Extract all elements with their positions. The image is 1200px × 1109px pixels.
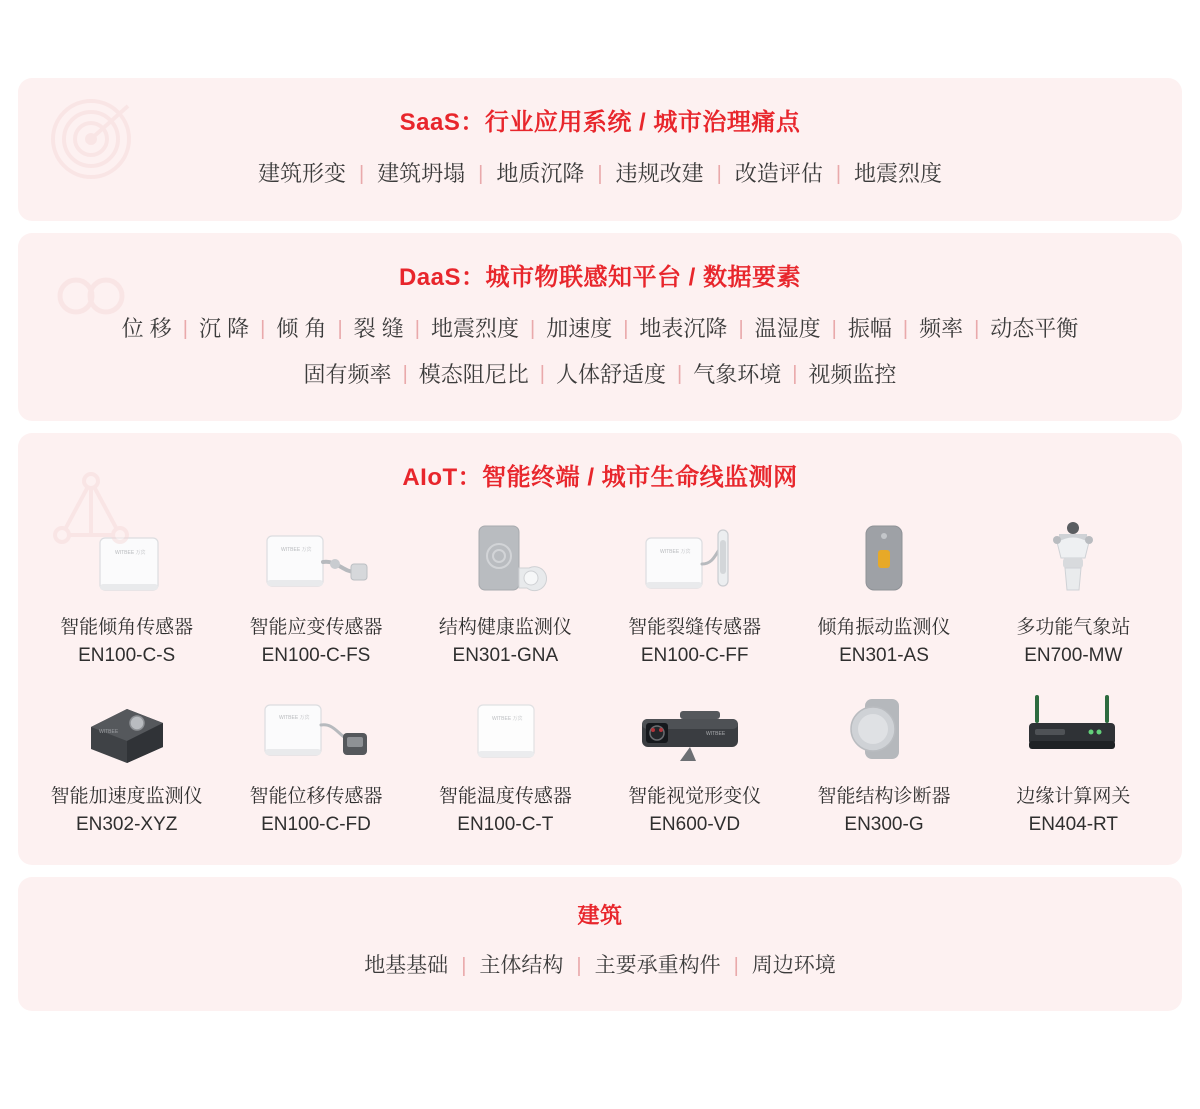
device-card[interactable] bbox=[979, 512, 1168, 677]
aiot-title-main: 智能终端 / 城市生命线监测网 bbox=[482, 464, 798, 492]
device-name: 智能视觉形变仪 bbox=[628, 786, 762, 808]
device-model: EN100-C-T bbox=[457, 814, 554, 836]
tag-item[interactable]: 地表沉降 bbox=[639, 315, 728, 341]
building-tag-row bbox=[18, 936, 1182, 1012]
tag-separator: | bbox=[337, 317, 343, 340]
tag-separator: | bbox=[461, 954, 467, 977]
tag-item[interactable]: 位 移 bbox=[121, 315, 172, 341]
device-card[interactable] bbox=[600, 512, 789, 677]
tag-separator: | bbox=[792, 363, 798, 386]
tag-item[interactable]: 裂 缝 bbox=[353, 315, 404, 341]
panel-with-tube-sensor-icon bbox=[610, 516, 780, 608]
tag-item[interactable]: 动态平衡 bbox=[990, 315, 1079, 341]
tag-separator: | bbox=[576, 954, 582, 977]
aiot-layer-card bbox=[18, 433, 1182, 864]
dark-metal-box-icon bbox=[42, 685, 212, 777]
tag-item[interactable]: 建筑形变 bbox=[257, 161, 346, 186]
panel-with-cable-unit-icon bbox=[231, 685, 401, 777]
device-grid bbox=[18, 498, 1182, 850]
aiot-title-prefix: AIoT： bbox=[402, 464, 483, 492]
daas-tag-row-1 bbox=[18, 298, 1182, 350]
device-card[interactable] bbox=[221, 512, 410, 677]
panel-with-arm-sensor-icon bbox=[231, 516, 401, 608]
daas-title-main: 城市物联感知平台 / 数据要素 bbox=[485, 263, 802, 291]
device-card[interactable] bbox=[411, 512, 600, 677]
tag-separator: | bbox=[597, 162, 603, 185]
device-name: 结构健康监测仪 bbox=[438, 617, 572, 639]
tag-separator: | bbox=[539, 363, 545, 386]
tag-item[interactable]: 主要承重构件 bbox=[594, 953, 721, 977]
device-name: 智能位移传感器 bbox=[249, 786, 383, 808]
device-card[interactable] bbox=[600, 681, 789, 846]
tag-item[interactable]: 气象环境 bbox=[693, 361, 782, 387]
saas-title-main: 行业应用系统 / 城市治理痛点 bbox=[484, 109, 801, 136]
tag-separator: | bbox=[402, 363, 408, 386]
device-model: EN404-RT bbox=[1028, 814, 1119, 836]
device-model: EN300-G bbox=[844, 814, 924, 836]
tag-separator: | bbox=[677, 363, 683, 386]
weather-station-icon bbox=[988, 516, 1158, 608]
device-card[interactable] bbox=[789, 512, 978, 677]
daas-title bbox=[18, 233, 1182, 298]
tag-item[interactable]: 振幅 bbox=[847, 315, 892, 341]
tag-item[interactable]: 频率 bbox=[919, 315, 964, 341]
tag-item[interactable]: 温湿度 bbox=[754, 315, 821, 341]
device-model: EN600-VD bbox=[649, 814, 741, 836]
device-model: EN100-C-FD bbox=[261, 814, 371, 836]
device-name: 智能应变传感器 bbox=[249, 617, 383, 639]
device-model: EN302-XYZ bbox=[75, 814, 178, 836]
tag-separator: | bbox=[831, 317, 837, 340]
device-name: 倾角振动监测仪 bbox=[817, 617, 951, 639]
svg-text:WITBEE: WITBEE bbox=[705, 731, 725, 738]
aiot-title bbox=[18, 433, 1182, 498]
square-panel-sensor-icon bbox=[42, 516, 212, 608]
tag-separator: | bbox=[738, 317, 744, 340]
svg-text:WITBEE 万宾: WITBEE 万宾 bbox=[114, 550, 146, 557]
device-card[interactable] bbox=[411, 681, 600, 846]
tag-item[interactable]: 视频监控 bbox=[808, 361, 897, 387]
tag-separator: | bbox=[716, 162, 722, 185]
device-model: EN301-AS bbox=[839, 644, 929, 666]
device-model: EN100-C-FF bbox=[640, 644, 749, 666]
building-layer-card bbox=[18, 877, 1182, 1012]
tag-item[interactable]: 加速度 bbox=[546, 315, 613, 341]
device-name: 智能结构诊断器 bbox=[817, 786, 951, 808]
daas-tag-row-2 bbox=[18, 350, 1182, 422]
tag-separator: | bbox=[260, 317, 266, 340]
daas-layer-card bbox=[18, 233, 1182, 422]
round-dial-module-icon bbox=[799, 685, 969, 777]
tag-item[interactable]: 建筑坍塌 bbox=[377, 161, 466, 186]
device-model: EN100-C-FS bbox=[261, 644, 371, 666]
tag-item[interactable]: 固有频率 bbox=[303, 361, 392, 387]
device-name: 智能加速度监测仪 bbox=[50, 786, 203, 808]
svg-text:WITBEE 万宾: WITBEE 万宾 bbox=[280, 547, 312, 554]
tag-item[interactable]: 倾 角 bbox=[276, 315, 327, 341]
tag-separator: | bbox=[530, 317, 536, 340]
device-name: 智能倾角传感器 bbox=[60, 617, 194, 639]
saas-tag-row bbox=[18, 143, 1182, 221]
tag-separator: | bbox=[358, 162, 365, 185]
tag-item[interactable]: 地震烈度 bbox=[854, 161, 943, 186]
device-card[interactable] bbox=[789, 681, 978, 846]
device-name: 智能裂缝传感器 bbox=[628, 617, 762, 639]
svg-text:WITBEE 万宾: WITBEE 万宾 bbox=[492, 716, 523, 723]
device-card[interactable] bbox=[32, 512, 221, 677]
device-card[interactable] bbox=[221, 681, 410, 846]
tag-item[interactable]: 模态阻尼比 bbox=[418, 361, 529, 387]
device-model: EN100-C-S bbox=[78, 644, 176, 666]
saas-title-prefix: SaaS： bbox=[399, 109, 485, 136]
building-title bbox=[18, 877, 1182, 936]
tag-item[interactable]: 地震烈度 bbox=[430, 315, 519, 341]
device-card[interactable] bbox=[32, 681, 221, 846]
tag-separator: | bbox=[182, 317, 188, 340]
tag-item[interactable]: 周边环境 bbox=[751, 953, 836, 977]
building-title-main: 建筑 bbox=[577, 902, 623, 928]
tag-separator: | bbox=[974, 317, 980, 340]
svg-text:WITBEE: WITBEE bbox=[98, 729, 118, 736]
saas-title bbox=[18, 78, 1182, 143]
tag-item[interactable]: 地基基础 bbox=[364, 953, 449, 977]
daas-title-prefix: DaaS： bbox=[398, 263, 486, 291]
tag-separator: | bbox=[835, 162, 842, 185]
tag-item[interactable]: 人体舒适度 bbox=[555, 361, 666, 387]
white-panel-sensor-icon bbox=[420, 685, 590, 777]
tag-separator: | bbox=[623, 317, 629, 340]
gray-box-with-dome-icon bbox=[420, 516, 590, 608]
tag-item[interactable]: 主体结构 bbox=[479, 953, 564, 977]
svg-text:WITBEE 万宾: WITBEE 万宾 bbox=[278, 715, 310, 722]
tag-separator: | bbox=[733, 954, 739, 977]
saas-layer-card bbox=[18, 78, 1182, 221]
tag-separator: | bbox=[478, 162, 484, 185]
bullet-camera-icon bbox=[610, 685, 780, 777]
tag-item[interactable]: 地质沉降 bbox=[496, 161, 585, 186]
svg-text:WITBEE 万宾: WITBEE 万宾 bbox=[659, 549, 691, 556]
device-name: 多功能气象站 bbox=[1016, 617, 1131, 639]
device-name: 智能温度传感器 bbox=[438, 786, 572, 808]
router-gateway-icon bbox=[988, 685, 1158, 777]
tag-item[interactable]: 沉 降 bbox=[199, 315, 250, 341]
gray-rounded-module-icon bbox=[799, 516, 969, 608]
device-model: EN301-GNA bbox=[452, 644, 559, 666]
device-model: EN700-MW bbox=[1024, 644, 1123, 666]
tag-item[interactable]: 违规改建 bbox=[615, 161, 704, 186]
device-card[interactable] bbox=[979, 681, 1168, 846]
tag-separator: | bbox=[902, 317, 909, 340]
tag-separator: | bbox=[414, 317, 420, 340]
device-name: 边缘计算网关 bbox=[1016, 786, 1131, 808]
tag-item[interactable]: 改造评估 bbox=[734, 161, 823, 186]
